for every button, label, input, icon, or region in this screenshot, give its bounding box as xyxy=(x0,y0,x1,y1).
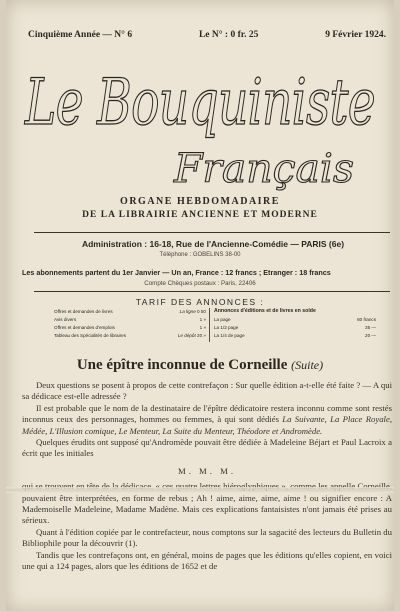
initials: M. M. M. xyxy=(177,465,237,476)
tarif-row: Tableau des Spécialités de libraires Le dépôt 20 » xyxy=(54,332,206,338)
paragraph: pouvaient être interprétées, en forme de rebus ; Ah ! aime, aime, aime, aime ! ou signifier encore : A Mademoiselle Madeleine, Madame Madène. Mais ces explications fantaisistes n'ont jamais été prises au sérieux. xyxy=(22,492,392,526)
masthead-line-2: Français xyxy=(172,146,354,192)
cheques-line: Compte Chèques postaux : Paris, 22406 xyxy=(144,280,256,287)
paragraph: Quelques érudits ont supposé qu'Andromède pouvait être dédiée à Madeleine Béjart et Paul Lacroix a écrit que les initiales xyxy=(22,437,392,459)
issue-header-line xyxy=(28,30,386,40)
dedicated-works: La Suivante, La Place Royale, Médée, L'Illusion comique, Le Menteur, La Suite du Menteur, Théodore et Andromède. xyxy=(22,414,392,436)
subtitle-line-2: DE LA LIBRAIRIE ANCIENNE ET MODERNE xyxy=(82,210,318,220)
tarif-divider xyxy=(209,308,210,342)
article-body xyxy=(22,380,392,573)
masthead-line-1: Le Bouquiniste xyxy=(24,66,375,140)
masthead-title xyxy=(14,42,386,192)
tarif-right-table xyxy=(214,307,376,339)
admin-phone: Téléphone : GOBELINS 38-00 xyxy=(159,252,241,258)
paper-fold xyxy=(6,487,394,493)
tarif-row: La page 60 francs xyxy=(214,316,376,322)
tarif-row: Avis divers 1 » xyxy=(54,316,206,322)
tarif-right-heading: Annonces d'éditions et de livres en solde xyxy=(214,308,316,314)
subtitle-line-1: ORGANE HEBDOMADAIRE xyxy=(120,196,280,207)
subtitle-block xyxy=(6,196,394,220)
issue-price: Le N° : 0 fr. 25 xyxy=(198,30,259,40)
tarif-row: La 1/4 de page 20 — xyxy=(214,332,376,338)
paragraph: Il est probable que le nom de la destinataire de l'épître dédicatoire restera inconnu comme sont restés inconnus ceux des personnages, hommes ou femmes, à qui sont dédiés La Suivante, La Place Royale, Médée, L'Illusion comique, Le Menteur, La Suite du Menteur, Théodore et Andromède. xyxy=(22,402,392,436)
issue-year: Cinquième Année — N° 6 xyxy=(28,30,133,40)
subscription-line: Les abonnements partent du 1er Janvier — Un an, France : 12 francs ; Etranger : 18 francs xyxy=(22,268,331,277)
admin-address: Administration : 16-18, Rue de l'Ancienne-Comédie — PARIS (6e) xyxy=(81,239,345,249)
tarif-row: Offres et demandes de livres La ligne 0 50 xyxy=(54,308,206,314)
paragraph: Tandis que les contrefaçons ont, en général, moins de pages que les éditions qu'elles copient, en voici une qui a 124 pages, alors que les éditions de 1652 et de xyxy=(22,549,392,572)
article-title xyxy=(6,357,394,374)
tarif-title: TARIF DES ANNONCES : xyxy=(135,297,265,307)
rule-middle xyxy=(34,291,390,292)
tarif-row: La 1/2 page 35 — xyxy=(214,324,376,330)
newspaper-page xyxy=(6,0,394,611)
issue-date: 9 Février 1924. xyxy=(325,30,386,40)
tarif-left-table xyxy=(54,307,206,339)
paragraph: Quant à l'édition copiée par le contrefacteur, nous comptons sur la sagacité des lecteurs du Bulletin du Bibliophile pour la découvrir (1). xyxy=(22,526,392,549)
tarif-row: Offres et demandes d'emplois 1 » xyxy=(54,324,206,330)
rule-top xyxy=(34,232,390,233)
article-title-text: Une épître inconnue de Corneille xyxy=(76,357,288,373)
article-suite: (Suite) xyxy=(291,358,324,372)
paragraph: Deux questions se posent à propos de cette contrefaçon : Sur quelle édition a-t-elle été faite ? — A qui sa dédicace est-elle adressée ? xyxy=(22,380,392,402)
